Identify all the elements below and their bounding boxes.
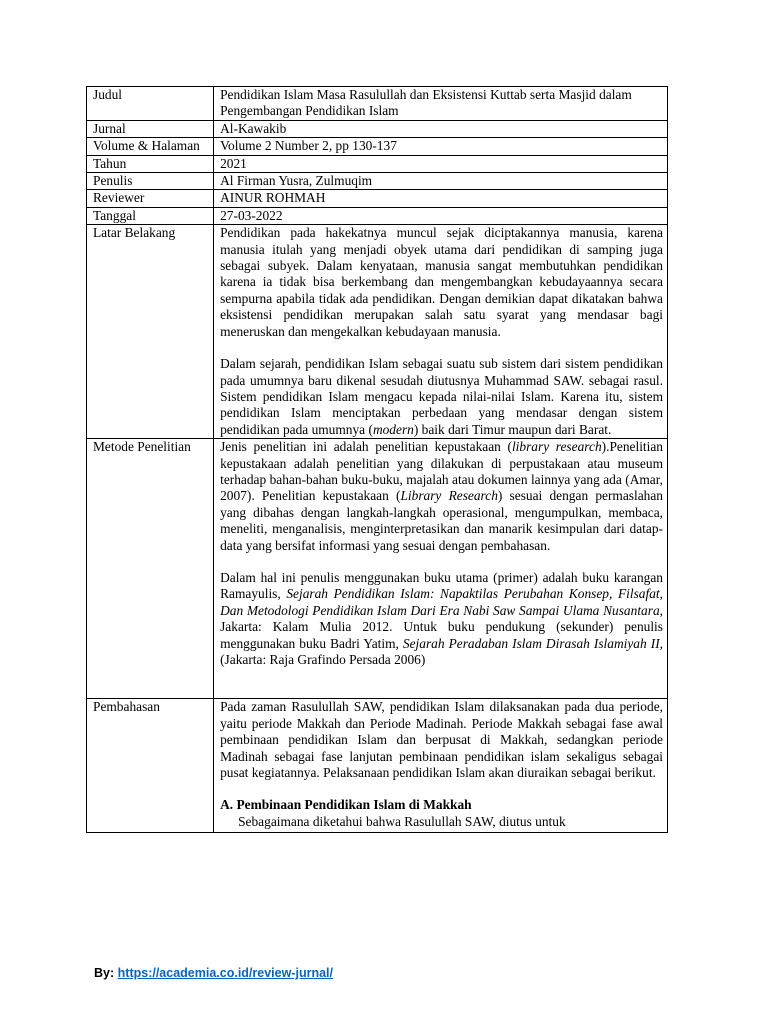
metode-paragraph-2: Dalam hal ini penulis menggunakan buku utama (primer) adalah buku karangan Ramayulis, Sejarah Pendidikan Islam: Napaktilas Perubahan Konsep, Filsafat, Dan Metodologi Pendidikan Islam Dari Era Nabi Saw Sampai Ulama Nusantara, Jakarta: Kalam Mulia 2012. Untuk buku pendukung (sekunder) penulis menggunakan buku Badri Yatim, Sejarah Peradaban Islam Dirasah Islamiyah II, (Jakarta: Raja Grafindo Persada 2006) [220, 569, 663, 667]
footer-link[interactable]: https://academia.co.id/review-jurnal/ [117, 966, 333, 980]
row-label-tanggal: Tanggal [87, 207, 214, 224]
row-value-metode [214, 439, 668, 699]
table-row [87, 87, 668, 121]
table-row [87, 699, 668, 833]
row-value-reviewer: AINUR ROHMAH [214, 190, 668, 207]
row-label-tahun: Tahun [87, 155, 214, 172]
table-row [87, 207, 668, 224]
row-label-jurnal: Jurnal [87, 120, 214, 137]
row-value-pembahasan [214, 699, 668, 833]
row-value-volume: Volume 2 Number 2, pp 130-137 [214, 138, 668, 155]
pembahasan-subheading: A. Pembinaan Pendidikan Islam di Makkah [220, 797, 472, 813]
footer [94, 966, 333, 980]
row-label-penulis: Penulis [87, 173, 214, 190]
footer-by-label: By: [94, 966, 115, 980]
table-row [87, 155, 668, 172]
row-label-latar: Latar Belakang [87, 225, 214, 439]
table-row [87, 173, 668, 190]
row-value-jurnal: Al-Kawakib [214, 120, 668, 137]
pembahasan-paragraph-2: Sebagaimana diketahui bahwa Rasulullah SAW, diutus untuk [238, 813, 566, 829]
row-value-penulis: Al Firman Yusra, Zulmuqim [214, 173, 668, 190]
table-row [87, 120, 668, 137]
row-value-judul: Pendidikan Islam Masa Rasulullah dan Eksistensi Kuttab serta Masjid dalam Pengembangan Pendidikan Islam [214, 87, 668, 121]
latar-paragraph-1: Pendidikan pada hakekatnya muncul sejak diciptakannya manusia, karena manusia itulah yang menjadi obyek utama dari pendidikan di samping juga sebagai subyek. Dalam kenyataan, manusia sangat membutuhkan pendidikan karena ia tidak bisa berkembang dan mengembangkan kebudayaannya secara sempurna apabila tidak ada pendidikan. Dengan demikian dapat dikatakan bahwa eksistensi pendidikan merupakan salah satu syarat yang mendasar bagi meneruskan dan mengekalkan kebudayaan manusia. [220, 225, 663, 339]
table-row [87, 190, 668, 207]
table-row [87, 138, 668, 155]
table-row [87, 439, 668, 699]
row-value-tahun: 2021 [214, 155, 668, 172]
review-document [86, 86, 668, 833]
row-label-judul: Judul [87, 87, 214, 121]
review-table [86, 86, 668, 833]
row-label-reviewer: Reviewer [87, 190, 214, 207]
row-value-tanggal: 27-03-2022 [214, 207, 668, 224]
row-label-volume: Volume & Halaman [87, 138, 214, 155]
metode-paragraph-1: Jenis penelitian ini adalah penelitian kepustakaan (library research).Penelitian kepustakaan adalah penelitian yang dilakukan di perpustakaan atau museum terhadap bahan-bahan buku-buku, majalah atau dokumen lainnya yang ada (Amar, 2007). Penelitian kepustakaan (Library Research) sesuai dengan permaslahan yang dibahas dengan langkah-langkah operasional, mengumpulkan, membaca, meneliti, menganalisis, menginterpretasikan dan manarik kesimpulan dari datap-data yang bersifat informasi yang sesuai dengan pembahasan. [220, 439, 663, 553]
row-value-latar [214, 225, 668, 439]
row-label-metode: Metode Penelitian [87, 439, 214, 699]
table-row [87, 225, 668, 439]
pembahasan-paragraph-1: Pada zaman Rasulullah SAW, pendidikan Islam dilaksanakan pada dua periode, yaitu periode Makkah dan Periode Madinah. Periode Makkah sebagai fase awal pembinaan pendidikan Islam dan berpusat di Makkah, sedangkan periode Madinah sebagai fase lanjutan pembinaan pendidikan islam sekaligus sebagai pusat kegiatannya. Pelaksanaan pendidikan Islam akan diuraikan sebagai berikut. [220, 699, 663, 781]
latar-paragraph-2: Dalam sejarah, pendidikan Islam sebagai suatu sub sistem dari sistem pendidikan pada umumnya baru dikenal sesudah diutusnya Muhammad SAW. sebagai rasul. Sistem pendidikan Islam mengacu kepada nilai-nilai Islam. Karena itu, sistem pendidikan Islam menciptakan perbedaan yang mendasar dengan sistem pendidikan pada umumnya (modern) baik dari Timur maupun dari Barat. [220, 356, 663, 437]
row-label-pembahasan: Pembahasan [87, 699, 214, 833]
